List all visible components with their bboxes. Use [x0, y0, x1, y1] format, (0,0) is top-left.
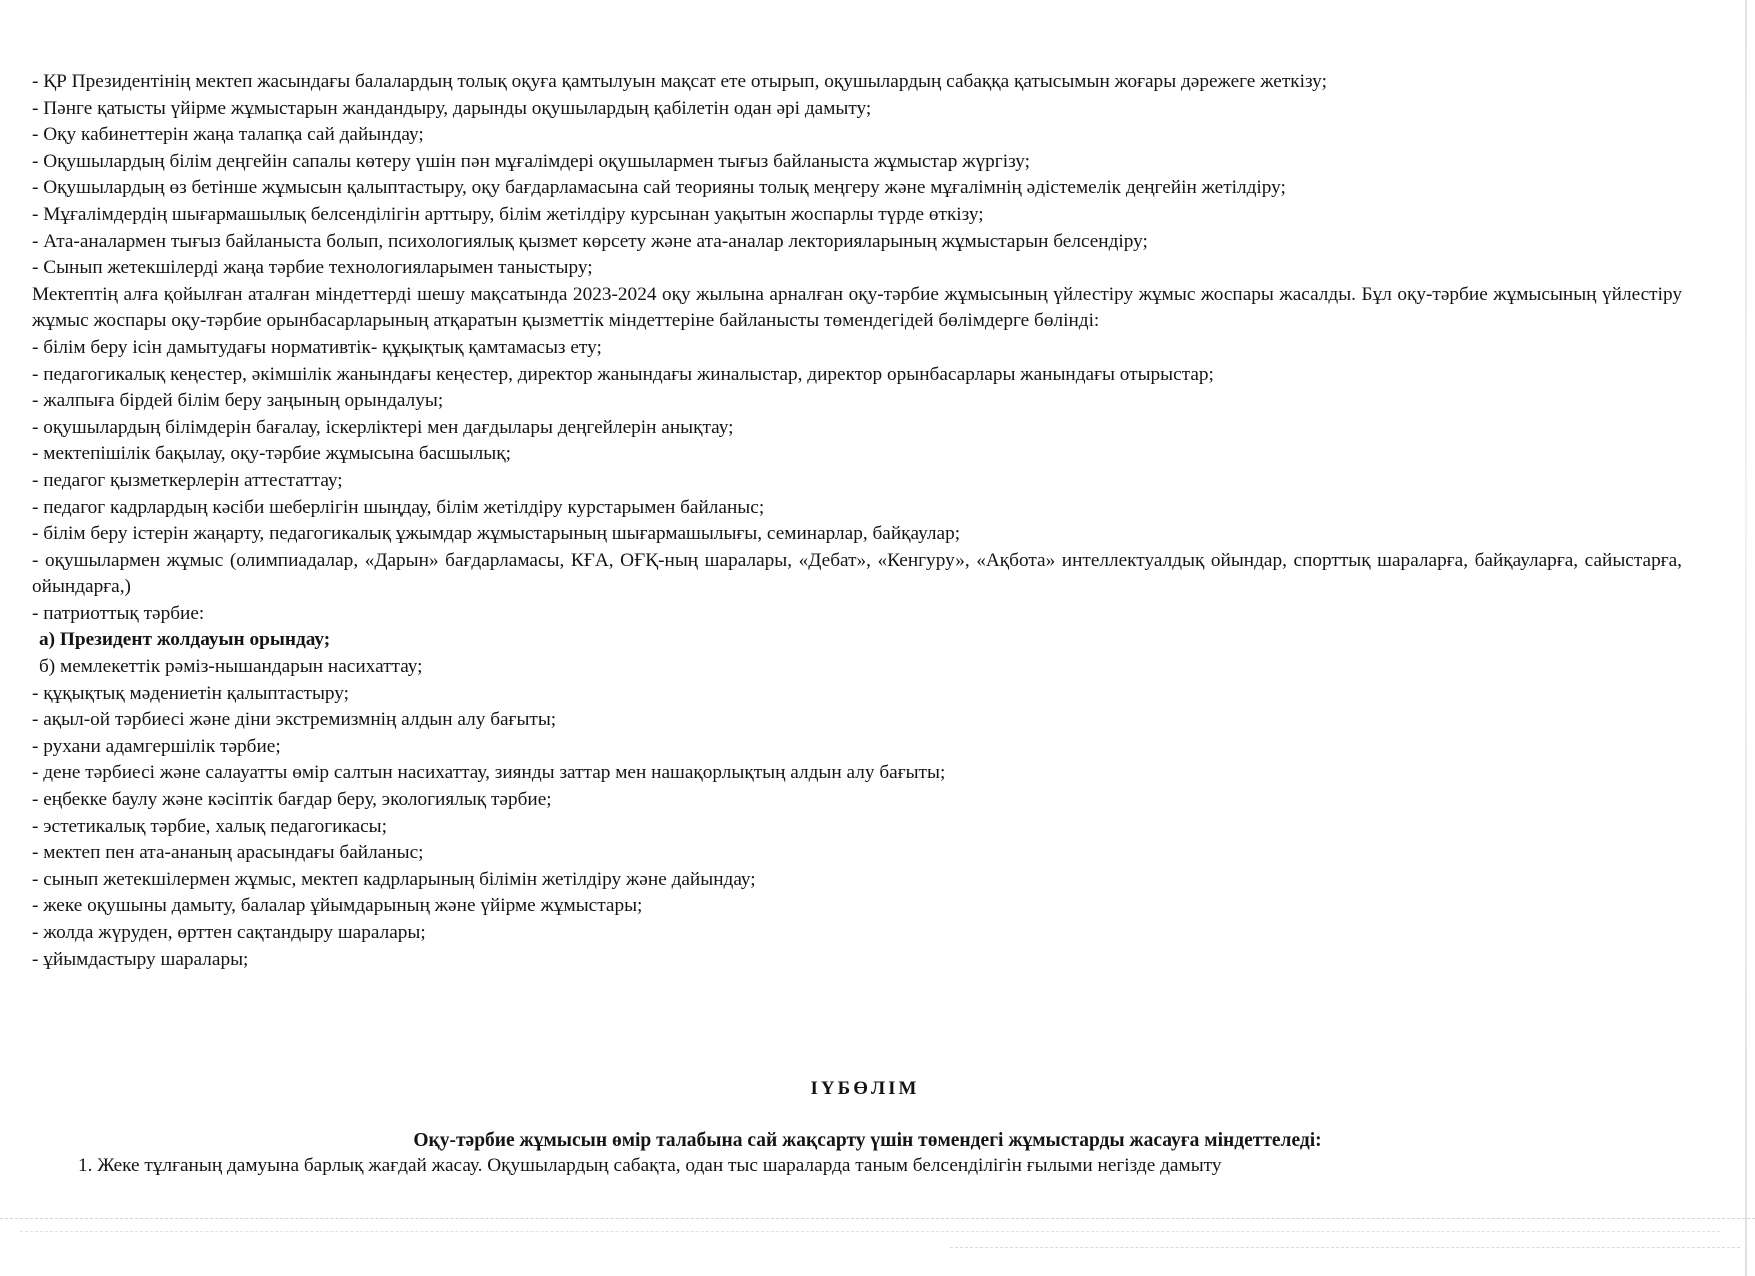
list-item: - білім беру ісін дамытудағы нормативтік- құқықтық қамтамасыз ету;: [32, 336, 602, 358]
list-item: - мектеп пен ата-ананың арасындағы байланыс;: [32, 842, 424, 864]
list-item: - патриоттық тәрбие:: [32, 602, 205, 624]
list-item: - білім беру істерін жаңарту, педагогикалық ұжымдар жұмыстарының шығармашылығы, семинарлар, байқаулар;: [32, 523, 961, 545]
list-item: - рухани адамгершілік тәрбие;: [32, 735, 281, 757]
list-item: - Ата-аналармен тығыз байланыста болып, психологиялық қызмет көрсету және ата-аналар лекторияларының жұмыстарын белсендіру;: [32, 230, 1148, 252]
plan-intro-paragraph: Мектептің алға қойылған аталған міндеттерді шешу мақсатында 2023-2024 оқу жылына арналған оқу-тәрбие жұмысының үйлестіру жұмыс жоспары жасалды. Бұл оқу-тәрбие жұмысының үйлестіру жұмыс жоспары оқу-тәрбие орынбасарларының атқаратын қызметтік міндеттеріне байланысты төмендегідей бөлімдерге бөлінді:: [32, 283, 1682, 332]
list-item: - мектепішілік бақылау, оқу-тәрбие жұмысына басшылық;: [32, 443, 511, 465]
list-item: - оқушылардың білімдерін бағалау, іскерліктері мен дағдылары деңгейлерін анықтау;: [32, 416, 734, 438]
list-item: - сынып жетекшілермен жұмыс, мектеп кадрларының білімін жетілдіру және дайындау;: [32, 868, 756, 890]
list-item: - Мұғалімдердің шығармашылық белсенділігін арттыру, білім жетілдіру курсынан уақытын жоспарлы түрде өткізу;: [32, 203, 984, 225]
list-item: - ҚР Президентінің мектеп жасындағы балалардың толық оқуға қамтылуын мақсат ете отырып, оқушылардың сабаққа қатысымын жоғары дәрежеге жеткізу;: [32, 71, 1327, 92]
list-item: - ақыл-ой тәрбиесі және діни экстремизмнің алдын алу бағыты;: [32, 709, 557, 731]
numbered-item: 1. Жеке тұлғаның дамуына барлық жағдай жасау. Оқушылардың сабақта, одан тыс шараларда таным белсенділігін ғылыми негізде дамыту: [78, 1155, 1222, 1176]
list-item: - Пәнге қатысты үйірме жұмыстарын жандандыру, дарынды оқушылардың қабілетін одан әрі дамыту;: [32, 97, 872, 119]
document-body: [32, 69, 1682, 973]
sub-item-a: а) Президент жолдауын орындау;: [39, 629, 331, 651]
list-item: - Оқу кабинеттерін жаңа талапқа сай дайындау;: [32, 124, 424, 146]
list-item: - Оқушылардың білім деңгейін сапалы көтеру үшін пән мұғалімдері оқушылармен тығыз байланыста жұмыстар жүргізу;: [32, 150, 1031, 172]
scan-edge-artifact: [1745, 0, 1747, 1276]
student-work-paragraph: - оқушылармен жұмыс (олимпиадалар, «Дарын» бағдарламасы, КҒА, ОҒҚ-ның шаралары, «Дебат», «Кенгуру», «Ақбота» интеллектуалдық ойындар, спорттық шараларға, байқауларға, сайыстарға, ойындарға,): [32, 549, 1682, 598]
list-item: - еңбекке баулу және кәсіптік бағдар беру, экологиялық тәрбие;: [32, 789, 552, 811]
list-item: - жалпыға бірдей білім беру заңының орындалуы;: [32, 390, 444, 412]
scan-line-artifact: [0, 1218, 1755, 1219]
list-item: - дене тәрбиесі және салауатты өмір салтын насихаттау, зиянды заттар мен нашақорлықтың алдын алу бағыты;: [32, 762, 946, 784]
list-item: - Сынып жетекшілерді жаңа тәрбие технологияларымен таныстыру;: [32, 257, 593, 279]
list-item: - Оқушылардың өз бетінше жұмысын қалыптастыру, оқу бағдарламасына сай теорияны толық меңгеру және мұғалімнің әдістемелік деңгейін жетілдіру;: [32, 177, 1286, 199]
list-item: - жеке оқушыны дамыту, балалар ұйымдарының және үйірме жұмыстары;: [32, 895, 643, 917]
list-item: - педагогикалық кеңестер, әкімшілік жанындағы кеңестер, директор жанындағы жиналыстар, директор орынбасарлары жанындағы отырыстар;: [32, 363, 1214, 385]
list-item: - құқықтық мәдениетін қалыптастыру;: [32, 682, 350, 704]
section-heading: ІҮБӨЛІМ: [810, 1078, 920, 1099]
list-item: - эстетикалық тәрбие, халық педагогикасы;: [32, 815, 387, 837]
list-item: - ұйымдастыру шаралары;: [32, 948, 249, 970]
list-item: - педагог кадрлардың кәсіби шеберлігін шыңдау, білім жетілдіру курстарымен байланыс;: [32, 496, 765, 518]
sub-item-b: б) мемлекеттік рәміз-нышандарын насихаттау;: [39, 656, 423, 678]
list-item: - жолда жүруден, өрттен сақтандыру шаралары;: [32, 922, 426, 943]
section-subheading: Оқу-тәрбие жұмысын өмір талабына сай жақсарту үшін төмендегі жұмыстарды жасауға міндеттеледі:: [413, 1130, 1322, 1151]
scan-line-artifact: [950, 1247, 1740, 1248]
scan-line-artifact: [20, 1231, 1720, 1232]
list-item: - педагог қызметкерлерін аттестаттау;: [32, 469, 343, 491]
